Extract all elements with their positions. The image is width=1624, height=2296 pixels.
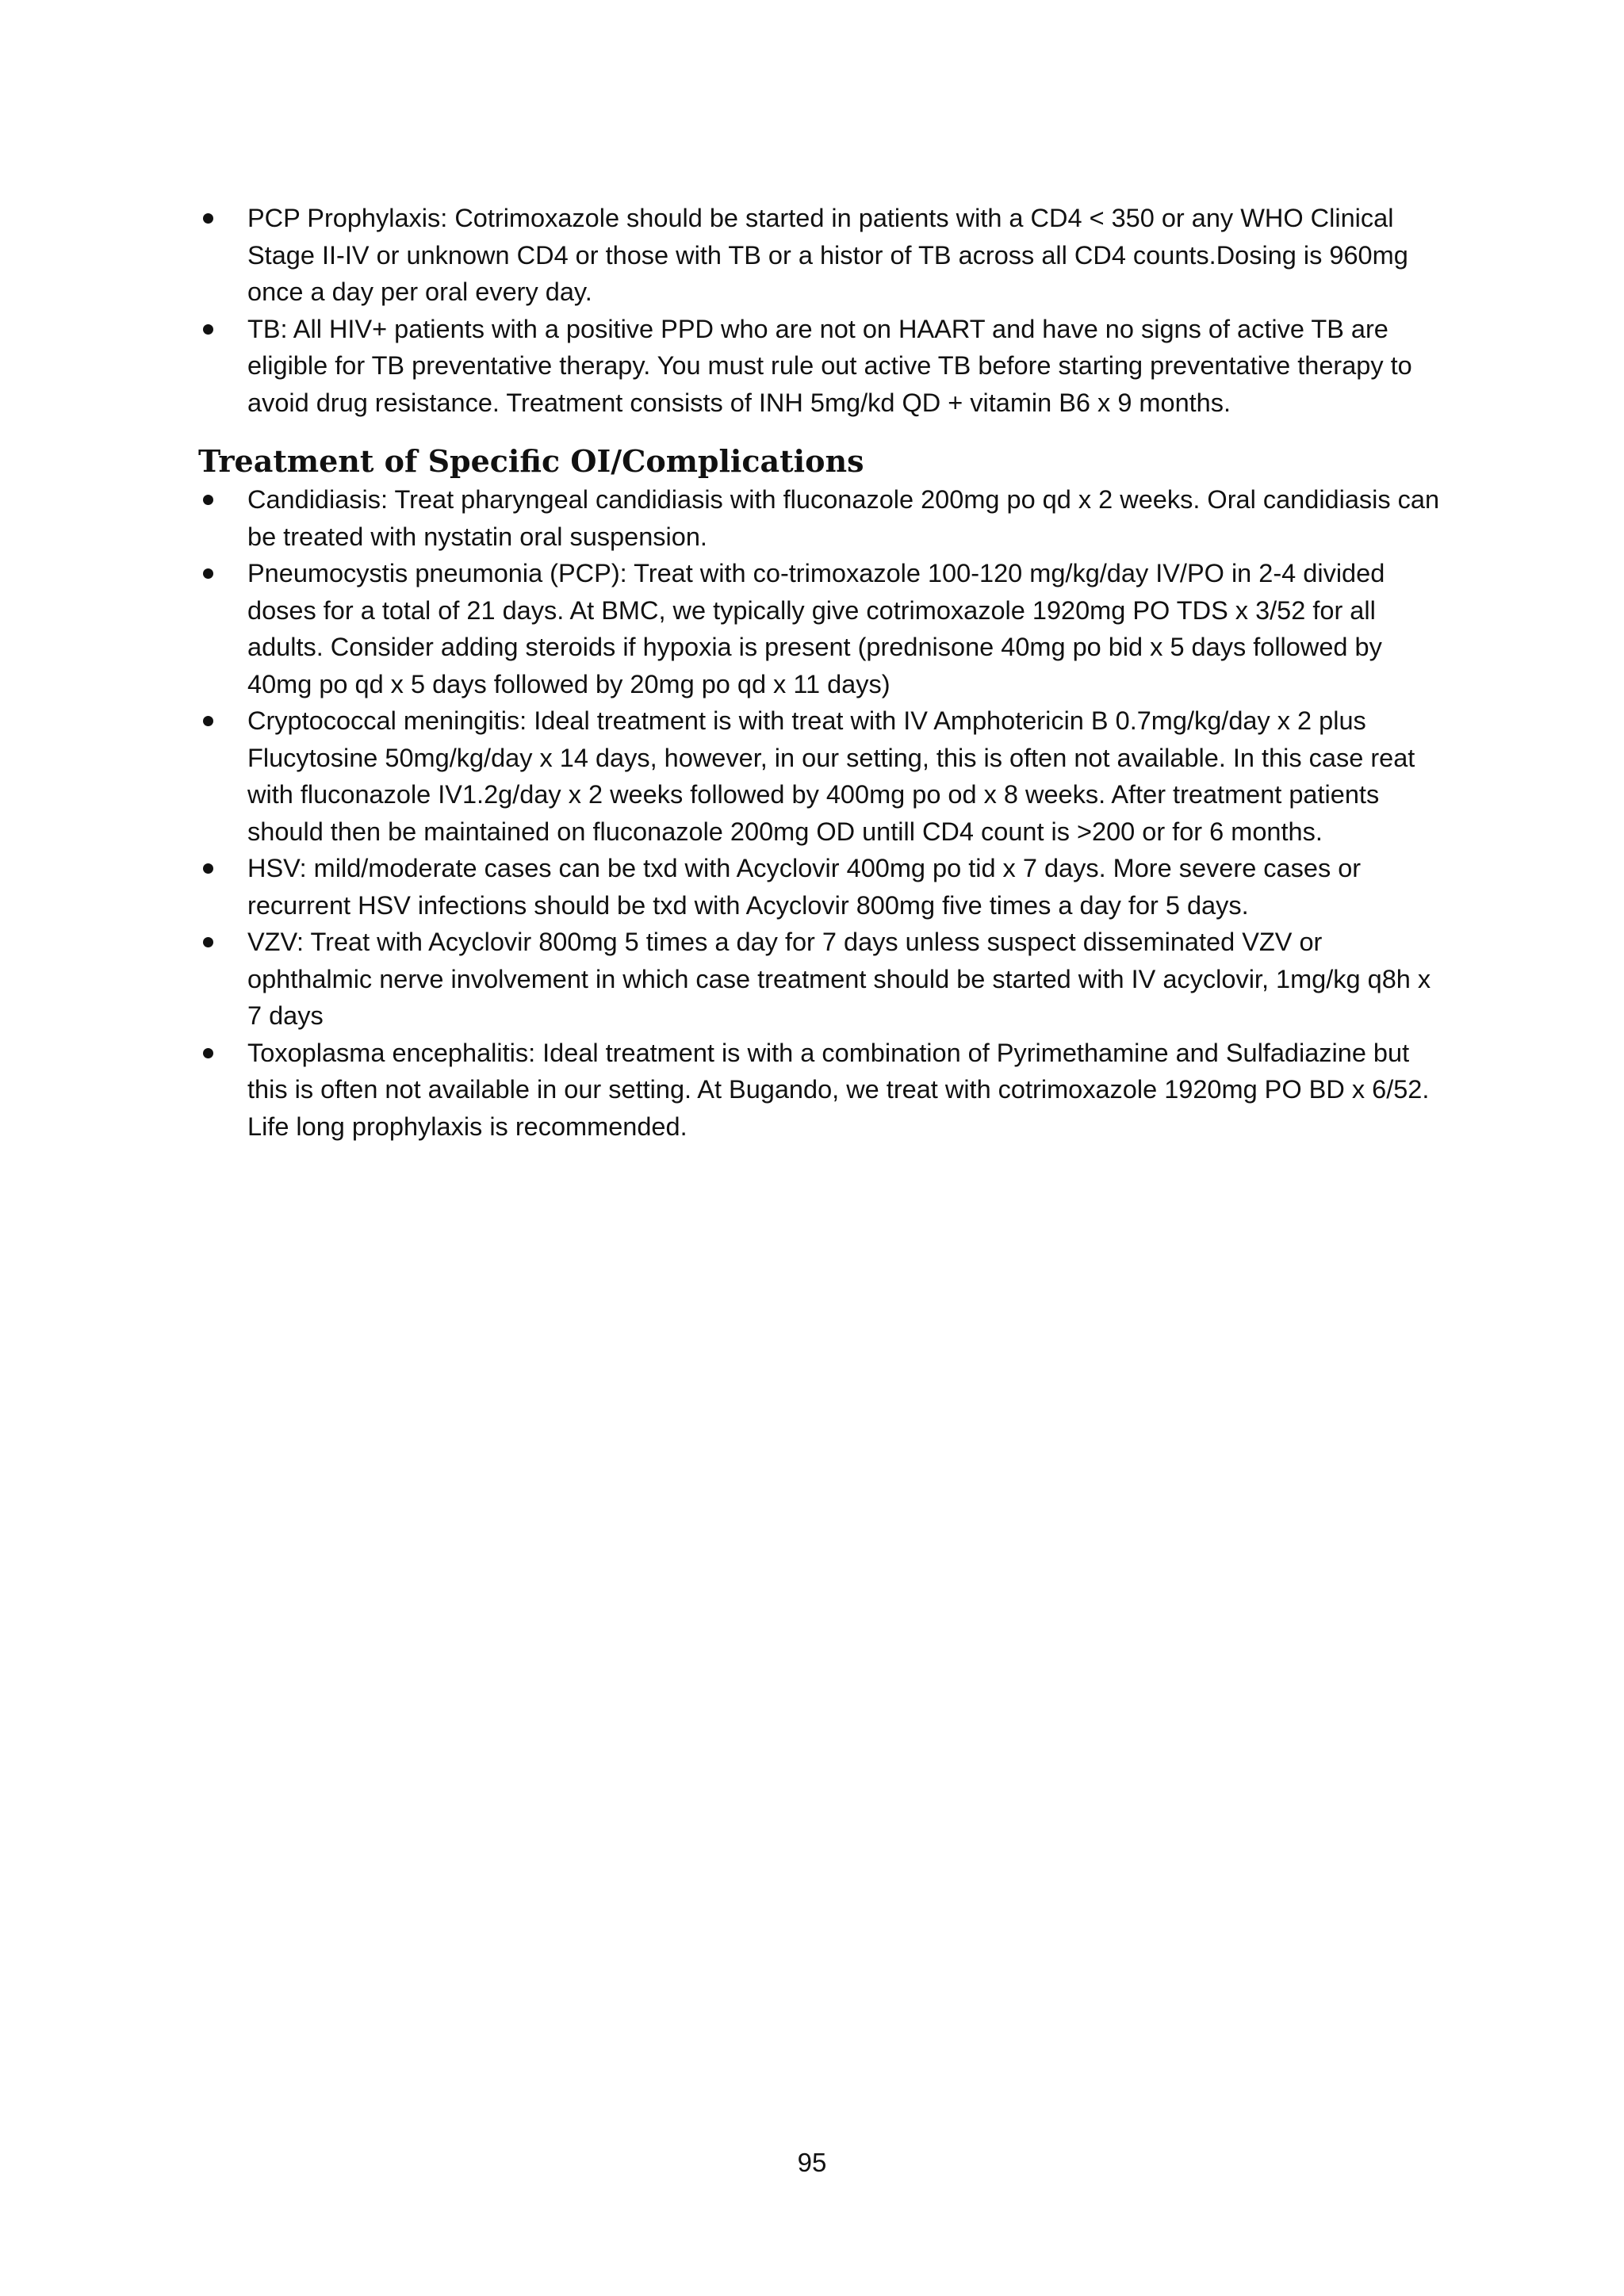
list-item-vzv <box>198 924 1451 1035</box>
list-item-text: HSV: mild/moderate cases can be txd with Acyclovir 400mg po tid x 7 days. More severe cases or recurrent HSV infections should be txd with Acyclovir 800mg five times a day for 5 days. <box>247 854 1362 920</box>
list-item-candidiasis <box>198 481 1451 555</box>
list-item-text: Toxoplasma encephalitis: Ideal treatment is with a combination of Pyrimethamine and Sulfadiazine but this is often not available in our setting. At Bugando, we treat with cotrimoxazole 1920mg PO BD x 6/52. Life long prophylaxis is recommended. <box>247 1038 1430 1141</box>
list-item-toxoplasma <box>198 1035 1451 1146</box>
bullet-icon <box>203 495 213 505</box>
list-item-pcp-prophylaxis <box>198 200 1451 311</box>
bullet-icon <box>203 716 213 726</box>
list-item-text: VZV: Treat with Acyclovir 800mg 5 times a day for 7 days unless suspect disseminated VZV or ophthalmic nerve involvement in which case treatment should be started with IV acyclovir, 1mg/kg q8h x 7 days <box>247 928 1431 1030</box>
bullet-icon <box>203 324 213 335</box>
list-item-text: TB: All HIV+ patients with a positive PPD who are not on HAART and have no signs of active TB are eligible for TB preventative therapy. You must rule out active TB before starting preventative therapy to avoid drug resistance. Treatment consists of INH 5mg/kd QD + vitamin B6 x 9 months. <box>247 314 1412 417</box>
list-item-text: Cryptococcal meningitis: Ideal treatment is with treat with IV Amphotericin B 0.7mg/kg/day x 2 plus Flucytosine 50mg/kg/day x 14 days, however, in our setting, this is often not available. In this case reat with fluconazole IV1.2g/day x 2 weeks followed by 400mg po od x 8 weeks. After treatment patients should then be maintained on fluconazole 200mg OD untill CD4 count is >200 or for 6 months. <box>247 706 1415 846</box>
bullet-icon <box>203 1048 213 1058</box>
list-item-text: Candidiasis: Treat pharyngeal candidiasis with fluconazole 200mg po qd x 2 weeks. Oral candidiasis can be treated with nystatin oral suspension. <box>247 485 1440 551</box>
list-item-text: Pneumocystis pneumonia (PCP): Treat with co-trimoxazole 100-120 mg/kg/day IV/PO in 2-4 divided doses for a total of 21 days. At BMC, we typically give cotrimoxazole 1920mg PO TDS x 3/52 for all adults. Consider adding steroids if hypoxia is present (prednisone 40mg po bid x 5 days followed by 40mg po qd x 5 days followed by 20mg po qd x 11 days) <box>247 559 1385 698</box>
page-content <box>198 200 1451 1145</box>
bullet-icon <box>203 213 213 224</box>
page-number: 95 <box>797 2148 827 2177</box>
list-item-hsv <box>198 850 1451 924</box>
section-heading: Treatment of Specific OI/Complications <box>198 443 864 479</box>
list-item-cryptococcal-meningitis <box>198 702 1451 850</box>
treatment-list <box>198 481 1451 1145</box>
bullet-icon <box>203 937 213 947</box>
list-item-tb-prophylaxis <box>198 311 1451 422</box>
bullet-icon <box>203 568 213 579</box>
bullet-icon <box>203 863 213 874</box>
prophylaxis-list <box>198 200 1451 421</box>
list-item-pcp-treatment <box>198 555 1451 702</box>
list-item-text: PCP Prophylaxis: Cotrimoxazole should be started in patients with a CD4 < 350 or any WHO Clinical Stage II-IV or unknown CD4 or those with TB or a histor of TB across all CD4 counts.Dosing is 960mg once a day per oral every day. <box>247 204 1408 306</box>
